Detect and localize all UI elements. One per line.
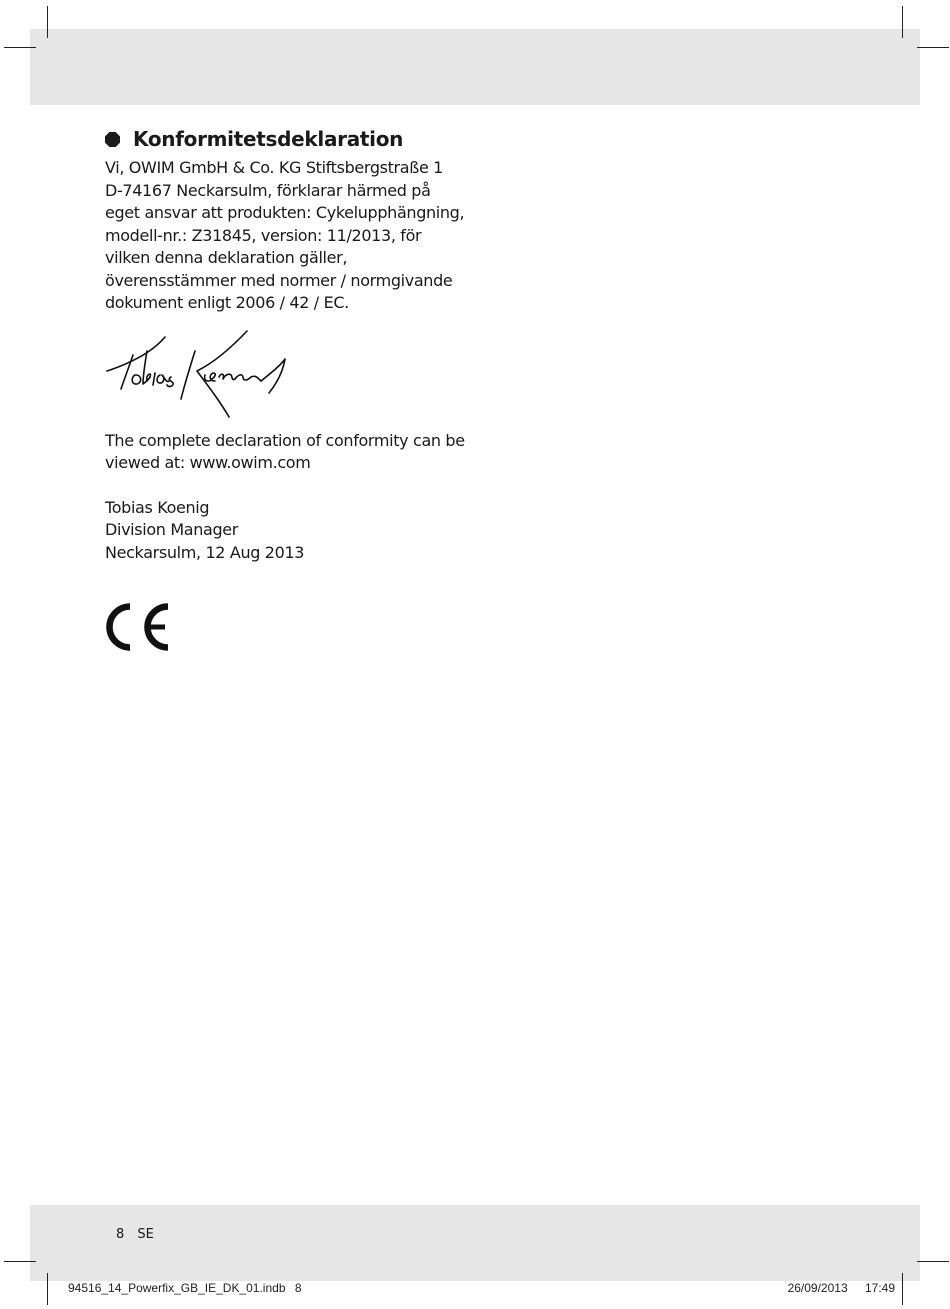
header-band: [30, 29, 920, 105]
declaration-line: Vi, OWIM GmbH & Co. KG Stiftsbergstraße 1: [105, 158, 444, 177]
conformity-website-note: [105, 430, 485, 475]
crop-mark: [47, 1273, 48, 1305]
crop-mark: [902, 1273, 903, 1305]
declaration-line: eget ansvar att produkten: Cykelupphängning,: [105, 203, 465, 222]
section-heading: [105, 125, 485, 153]
slug-date: 26/09/2013: [787, 1281, 848, 1295]
signer-place-date: Neckarsulm, 12 Aug 2013: [105, 542, 305, 562]
heading-text: Konformitetsdeklaration: [133, 127, 404, 151]
handwritten-signature: [105, 329, 290, 424]
declaration-line: D-74167 Neckarsulm, förklarar härmed på: [105, 180, 431, 200]
declaration-paragraph: [105, 157, 485, 315]
crop-mark: [917, 1261, 949, 1262]
declaration-line: modell-nr.: Z31845, version: 11/2013, för: [105, 225, 422, 245]
slug-file-page: 8: [294, 1281, 302, 1295]
crop-mark: [917, 47, 949, 48]
ce-mark-icon: [105, 602, 173, 652]
crop-mark: [47, 6, 48, 38]
crop-mark: [902, 6, 903, 38]
signer-block: [105, 497, 485, 565]
print-slug-file: [68, 1281, 302, 1295]
declaration-line: dokument enligt 2006 / 42 / EC.: [105, 293, 349, 312]
declaration-line: vilken denna deklaration gäller,: [105, 248, 348, 267]
page-number: 8: [116, 1227, 125, 1242]
signer-name: Tobias Koenig: [105, 497, 210, 517]
signer-title: Division Manager: [105, 520, 239, 539]
crop-mark: [4, 1261, 36, 1262]
slug-file-name: 94516_14_Powerfix_GB_IE_DK_01.indb: [68, 1281, 286, 1295]
footer-band: [30, 1205, 920, 1281]
language-code: SE: [137, 1227, 154, 1242]
octagon-bullet-icon: [105, 132, 120, 147]
website-line: viewed at: www.owim.com: [105, 453, 311, 472]
crop-mark: [4, 47, 36, 48]
declaration-section: [105, 125, 485, 652]
slug-time: 17:49: [864, 1281, 895, 1295]
print-slug-timestamp: [788, 1281, 895, 1295]
page-footer: [116, 1227, 154, 1242]
website-line: The complete declaration of conformity can be: [105, 430, 465, 450]
declaration-line: överensstämmer med normer / normgivande: [105, 270, 453, 290]
